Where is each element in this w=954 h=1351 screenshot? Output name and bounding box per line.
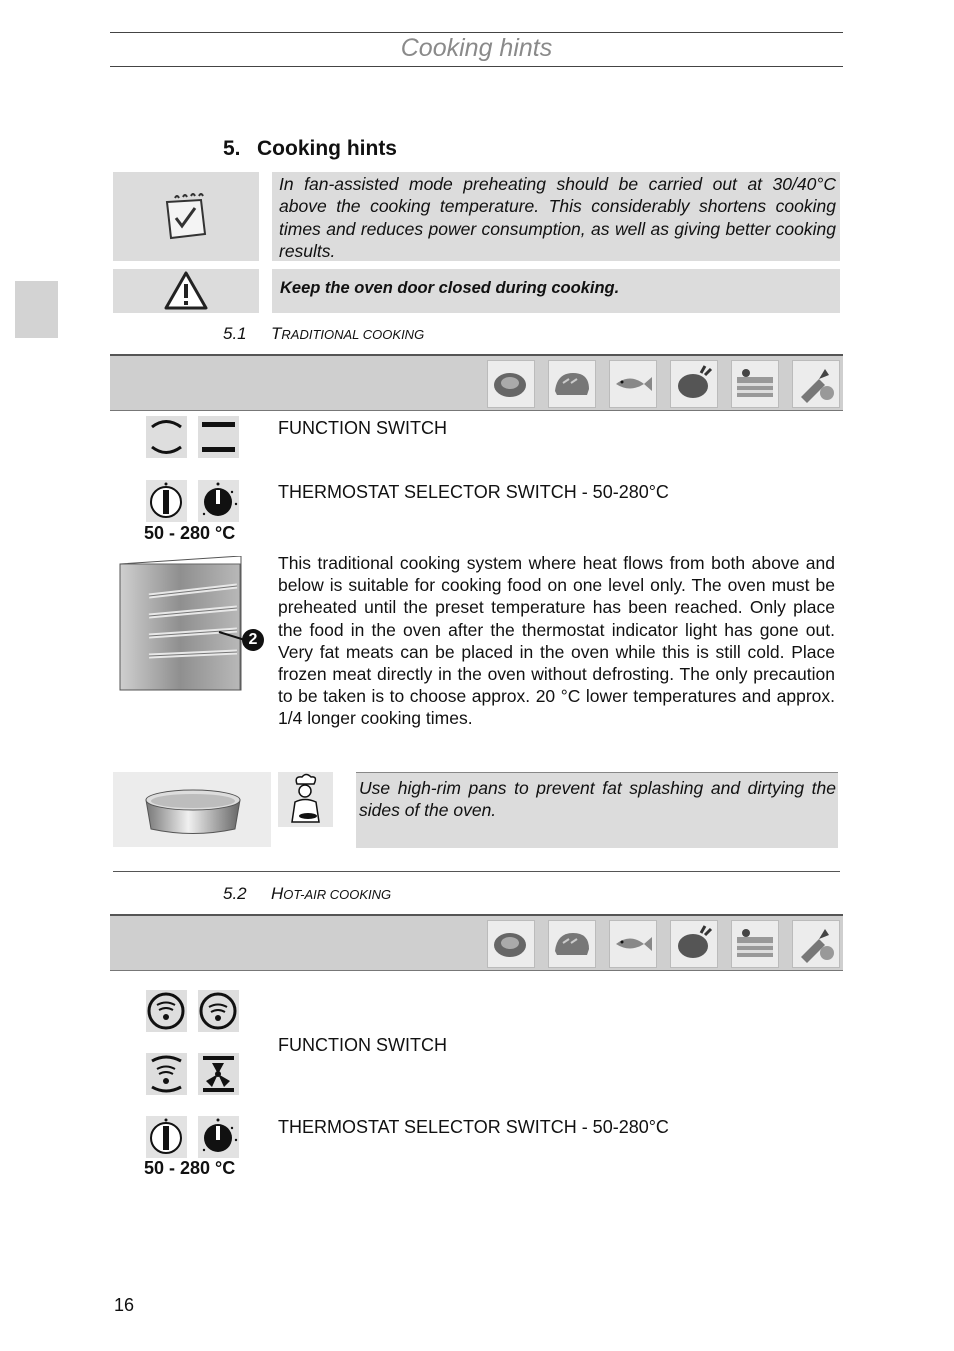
chef-icon — [278, 772, 333, 827]
tip-text: Use high-rim pans to prevent fat splashing and dirtying the sides of the oven. — [359, 778, 836, 821]
cake-icon — [731, 920, 779, 968]
preheat-note-text: In fan-assisted mode preheating should be carried out at 30/40°C above the cooking temperature. This considerably shortens cooking times and reduces power consumption, as well as giving better cooking results. — [279, 174, 836, 261]
subsection-title-initial: T — [271, 324, 282, 343]
meat-icon — [487, 920, 535, 968]
food-band-hotair — [110, 914, 843, 971]
tip-box — [356, 772, 838, 848]
warning-icon-box — [113, 269, 259, 313]
oven-light-knob-icon — [146, 1116, 187, 1158]
cake-icon — [731, 360, 779, 408]
vegetables-icon — [792, 920, 840, 968]
fish-icon — [609, 360, 657, 408]
food-band-traditional — [110, 354, 843, 411]
subsection-title-rest: OT-AIR COOKING — [283, 887, 392, 902]
thermostat-label: THERMOSTAT SELECTOR SWITCH - 50-280°C — [278, 482, 669, 502]
page-number: 16 — [114, 1295, 135, 1315]
side-tab — [15, 281, 58, 338]
fan-with-bottom-heat-icon — [146, 1053, 187, 1095]
thermostat-knob-icon — [198, 1116, 239, 1158]
meat-icon — [487, 360, 535, 408]
thermostat-label: THERMOSTAT SELECTOR SWITCH - 50-280°C — [278, 1117, 669, 1137]
function-switch-label: FUNCTION SWITCH — [278, 418, 447, 438]
section-divider — [113, 871, 840, 872]
preheat-note-box — [272, 172, 840, 261]
subsection-title-rest: RADITIONAL COOKING — [281, 327, 425, 342]
traditional-description: This traditional cooking system where heat flows from both above and below is suitable for cooking food on one level only. The oven must be preheated until the preset temperature has been reached. Only place the food in the oven after the thermostat indicator light has gone out. Very fat meats can be placed in the oven while this is still cold. Place frozen meat directly in the oven without defrosting. The only precaution to be taken is to choose approx. 20 °C lower temperatures and approx. 1/4 longer cooking times. — [278, 553, 835, 729]
section-number: 5. — [223, 137, 241, 160]
fan-with-top-bottom-heat-icon — [146, 990, 187, 1032]
poultry-icon — [670, 920, 718, 968]
oven-interior-illustration — [119, 556, 269, 692]
section-title-text: Cooking hints — [257, 137, 397, 160]
section-title — [223, 137, 397, 161]
subsection-heading-hotair — [223, 884, 391, 904]
header-rule-bottom — [110, 66, 843, 67]
subsection-heading-traditional — [223, 324, 424, 344]
warning-triangle-icon — [113, 269, 259, 313]
note-icon-box — [113, 172, 259, 261]
warning-text: Keep the oven door closed during cooking. — [280, 279, 620, 297]
function-switch-label: FUNCTION SWITCH — [278, 1035, 447, 1055]
subsection-title-initial: H — [271, 884, 284, 903]
pan-illustration — [113, 772, 271, 847]
thermostat-knob-icon — [198, 480, 239, 522]
subsection-number: 5.1 — [223, 324, 247, 343]
warning-box — [272, 269, 840, 313]
fan-with-top-heat-icon — [198, 990, 239, 1032]
subsection-number: 5.2 — [223, 884, 247, 903]
running-title: Cooking hints — [400, 34, 553, 62]
shelf-number-marker: 2 — [242, 629, 264, 651]
temp-range-label: 50 - 280 °C — [144, 523, 236, 543]
notepad-icon — [113, 172, 259, 261]
top-bottom-heat-icon — [146, 416, 187, 458]
poultry-icon — [670, 360, 718, 408]
bread-icon — [548, 360, 596, 408]
fish-icon — [609, 920, 657, 968]
vegetables-icon — [792, 360, 840, 408]
fan-only-icon — [198, 1053, 239, 1095]
bread-icon — [548, 920, 596, 968]
oven-light-knob-icon — [146, 480, 187, 522]
static-heat-icon — [198, 416, 239, 458]
temp-range-label: 50 - 280 °C — [144, 1158, 236, 1178]
header-rule-top — [110, 32, 843, 33]
